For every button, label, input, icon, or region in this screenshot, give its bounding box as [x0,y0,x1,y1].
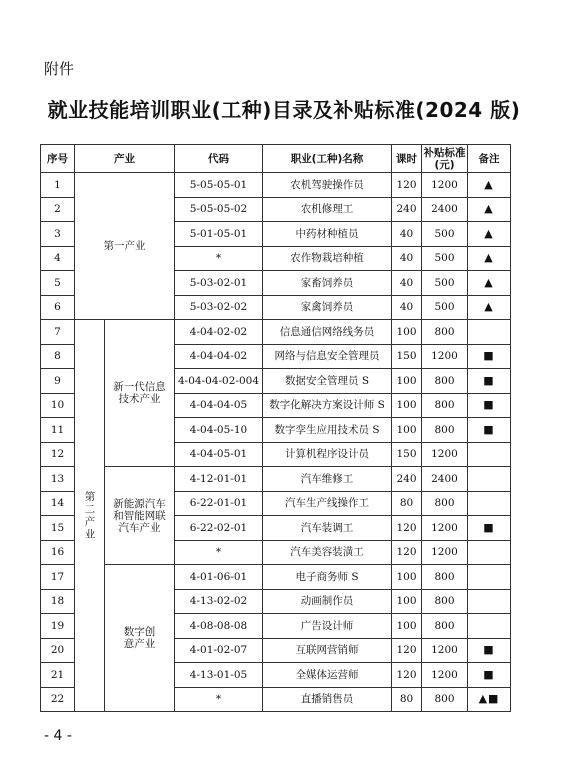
occupation-code: 4-04-05-10 [175,418,263,443]
subsidy-amount: 800 [422,614,468,639]
occupation-code: 4-04-04-02 [175,344,263,369]
occupation-code: 4-01-06-01 [175,565,263,590]
remark-mark [468,442,511,467]
occupation-name: 计算机程序设计员 [263,442,392,467]
document-title: 就业技能培训职业(工种)目录及补贴标准(2024 版) [47,98,521,122]
subsidy-amount: 500 [422,271,468,296]
occupation-name: 数据安全管理员 S [263,369,392,394]
course-hours: 100 [392,320,422,345]
row-number: 6 [41,295,75,320]
occupation-code: 5-03-02-02 [175,295,263,320]
occupation-name: 电子商务师 S [263,565,392,590]
remark-mark: ▲ [468,295,511,320]
row-number: 12 [41,442,75,467]
course-hours: 100 [392,565,422,590]
header-remark: 备注 [468,145,511,173]
subsector-it: 新一代信息技术产业 [105,320,175,467]
occupation-code: 4-01-02-07 [175,638,263,663]
occupation-code: 4-08-08-08 [175,614,263,639]
row-number: 18 [41,589,75,614]
header-hours: 课时 [392,145,422,173]
row-number: 9 [41,369,75,394]
remark-mark: ■ [468,369,511,394]
remark-mark [468,565,511,590]
occupation-table [40,144,511,712]
occupation-name: 中药材种植员 [263,222,392,247]
remark-mark: ■ [468,418,511,443]
remark-mark: ▲ [468,246,511,271]
remark-mark: ▲■ [468,687,511,712]
remark-mark [468,614,511,639]
course-hours: 100 [392,393,422,418]
course-hours: 100 [392,369,422,394]
remark-mark [468,540,511,565]
row-number: 10 [41,393,75,418]
occupation-name: 家畜饲养员 [263,271,392,296]
row-number: 5 [41,271,75,296]
subsidy-amount: 800 [422,418,468,443]
table-row [41,565,511,590]
course-hours: 120 [392,638,422,663]
remark-mark: ▲ [468,197,511,222]
subsidy-amount: 500 [422,295,468,320]
header-name: 职业(工种)名称 [263,145,392,173]
course-hours: 80 [392,687,422,712]
subsidy-amount: 1200 [422,540,468,565]
remark-mark [468,467,511,492]
subsidy-amount: 500 [422,222,468,247]
course-hours: 150 [392,344,422,369]
row-number: 1 [41,173,75,198]
occupation-name: 汽车生产线操作工 [263,491,392,516]
occupation-name: 数字孪生应用技术员 S [263,418,392,443]
header-industry: 产业 [75,145,175,173]
occupation-code: 5-03-02-01 [175,271,263,296]
remark-mark: ■ [468,344,511,369]
header-no: 序号 [41,145,75,173]
table-row [41,173,511,198]
row-number: 15 [41,516,75,541]
row-number: 2 [41,197,75,222]
occupation-code: 4-13-02-02 [175,589,263,614]
remark-mark [468,320,511,345]
occupation-code: 6-22-02-01 [175,516,263,541]
subsidy-amount: 1200 [422,344,468,369]
occupation-code: 6-22-01-01 [175,491,263,516]
occupation-code: 4-12-01-01 [175,467,263,492]
course-hours: 120 [392,516,422,541]
course-hours: 120 [392,663,422,688]
course-hours: 40 [392,295,422,320]
subsidy-amount: 2400 [422,197,468,222]
subsidy-amount: 800 [422,369,468,394]
row-number: 19 [41,614,75,639]
course-hours: 240 [392,197,422,222]
subsidy-amount: 1200 [422,663,468,688]
header-code: 代码 [175,145,263,173]
attachment-label: 附件 [44,60,75,78]
remark-mark: ■ [468,393,511,418]
occupation-code: * [175,687,263,712]
occupation-code: 4-04-02-02 [175,320,263,345]
table-body [41,173,511,712]
occupation-name: 直播销售员 [263,687,392,712]
course-hours: 240 [392,467,422,492]
subsidy-amount: 800 [422,687,468,712]
subsidy-amount: 1200 [422,638,468,663]
row-number: 22 [41,687,75,712]
table-row [41,467,511,492]
occupation-name: 数字化解决方案设计师 S [263,393,392,418]
row-number: 20 [41,638,75,663]
remark-mark [468,491,511,516]
row-number: 17 [41,565,75,590]
row-number: 4 [41,246,75,271]
row-number: 16 [41,540,75,565]
remark-mark: ▲ [468,222,511,247]
occupation-name: 网络与信息安全管理员 [263,344,392,369]
occupation-name: 汽车美容装潢工 [263,540,392,565]
subsidy-amount: 500 [422,246,468,271]
occupation-name: 汽车维修工 [263,467,392,492]
row-number: 13 [41,467,75,492]
subsidy-amount: 1200 [422,516,468,541]
remark-mark: ■ [468,663,511,688]
header-subsidy-line2: (元) [434,158,455,171]
subsector-auto: 新能源汽车和智能网联汽车产业 [105,467,175,565]
occupation-name: 动画制作员 [263,589,392,614]
subsidy-amount: 1200 [422,442,468,467]
subsidy-amount: 800 [422,589,468,614]
subsidy-amount: 2400 [422,467,468,492]
remark-mark: ▲ [468,173,511,198]
occupation-code: * [175,246,263,271]
course-hours: 150 [392,442,422,467]
occupation-name: 农作物栽培种植 [263,246,392,271]
occupation-code: 5-05-05-01 [175,173,263,198]
occupation-name: 全媒体运营师 [263,663,392,688]
subsector-creative: 数字创意产业 [105,565,175,712]
remark-mark: ■ [468,516,511,541]
row-number: 21 [41,663,75,688]
occupation-name: 农机驾驶操作员 [263,173,392,198]
header-subsidy [422,145,468,173]
occupation-code: 4-04-04-05 [175,393,263,418]
remark-mark [468,589,511,614]
remark-mark: ▲ [468,271,511,296]
subsidy-amount: 1200 [422,173,468,198]
header-subsidy-line1: 补贴标准 [423,146,466,159]
remark-mark: ■ [468,638,511,663]
subsidy-amount: 800 [422,320,468,345]
course-hours: 120 [392,540,422,565]
course-hours: 80 [392,491,422,516]
subsidy-amount: 800 [422,393,468,418]
table-row [41,320,511,345]
occupation-name: 农机修理工 [263,197,392,222]
subsidy-amount: 800 [422,491,468,516]
subsidy-amount: 800 [422,565,468,590]
occupation-code: 4-13-01-05 [175,663,263,688]
row-number: 7 [41,320,75,345]
row-number: 8 [41,344,75,369]
course-hours: 40 [392,222,422,247]
occupation-code: 4-04-04-02-004 [175,369,263,394]
occupation-name: 互联网营销师 [263,638,392,663]
table-header-row [41,145,511,173]
sector-primary: 第一产业 [75,173,175,320]
row-number: 11 [41,418,75,443]
page-number: - 4 - [44,728,72,744]
occupation-name: 家禽饲养员 [263,295,392,320]
occupation-code: * [175,540,263,565]
course-hours: 40 [392,271,422,296]
occupation-name: 汽车装调工 [263,516,392,541]
course-hours: 120 [392,173,422,198]
course-hours: 40 [392,246,422,271]
row-number: 3 [41,222,75,247]
occupation-name: 信息通信网络线务员 [263,320,392,345]
occupation-name: 广告设计师 [263,614,392,639]
occupation-code: 5-05-05-02 [175,197,263,222]
occupation-code: 4-04-05-01 [175,442,263,467]
course-hours: 100 [392,418,422,443]
sector-secondary: 第二产业 [75,320,105,712]
course-hours: 100 [392,614,422,639]
course-hours: 100 [392,589,422,614]
row-number: 14 [41,491,75,516]
occupation-code: 5-01-05-01 [175,222,263,247]
